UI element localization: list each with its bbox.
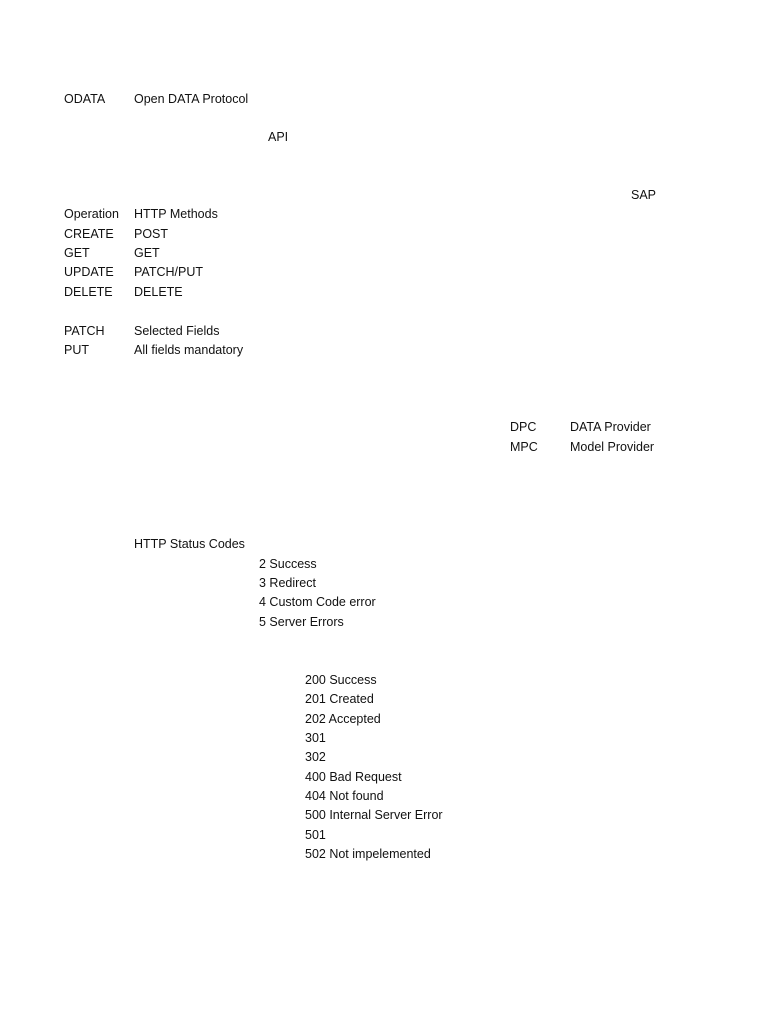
methods-row-operation: CREATE [64,227,114,241]
patch-description: Selected Fields [134,324,220,338]
status-code-item: 404 Not found [305,789,384,803]
odata-full-name: Open DATA Protocol [134,92,249,106]
methods-row-method: POST [134,227,169,241]
put-label: PUT [64,343,89,357]
api-label: API [268,130,289,144]
status-class-item: 2 Success [259,557,317,571]
status-codes-title: HTTP Status Codes [134,537,245,551]
methods-row-method: GET [134,246,160,260]
status-code-item: 301 [305,731,326,745]
status-code-item: 200 Success [305,673,377,687]
odata-abbr: ODATA [64,92,106,106]
provider-abbr: MPC [510,440,538,454]
methods-header-operation: Operation [64,207,119,221]
methods-row-method: DELETE [134,285,183,299]
put-description: All fields mandatory [134,343,244,357]
status-class-item: 4 Custom Code error [259,595,376,609]
status-code-item: 502 Not impelemented [305,847,431,861]
methods-row-operation: DELETE [64,285,113,299]
methods-row-method: PATCH/PUT [134,265,203,279]
status-class-item: 5 Server Errors [259,615,344,629]
patch-label: PATCH [64,324,105,338]
status-code-item: 201 Created [305,692,374,706]
status-class-item: 3 Redirect [259,576,316,590]
status-code-item: 500 Internal Server Error [305,808,443,822]
methods-row-operation: UPDATE [64,265,114,279]
methods-row-operation: GET [64,246,90,260]
status-code-item: 202 Accepted [305,712,381,726]
sap-label: SAP [631,188,657,202]
status-code-item: 400 Bad Request [305,770,402,784]
status-code-item: 501 [305,828,326,842]
methods-header-http: HTTP Methods [134,207,218,221]
provider-name: DATA Provider [570,420,651,434]
provider-abbr: DPC [510,420,537,434]
provider-name: Model Provider [570,440,655,454]
status-code-item: 302 [305,750,326,764]
